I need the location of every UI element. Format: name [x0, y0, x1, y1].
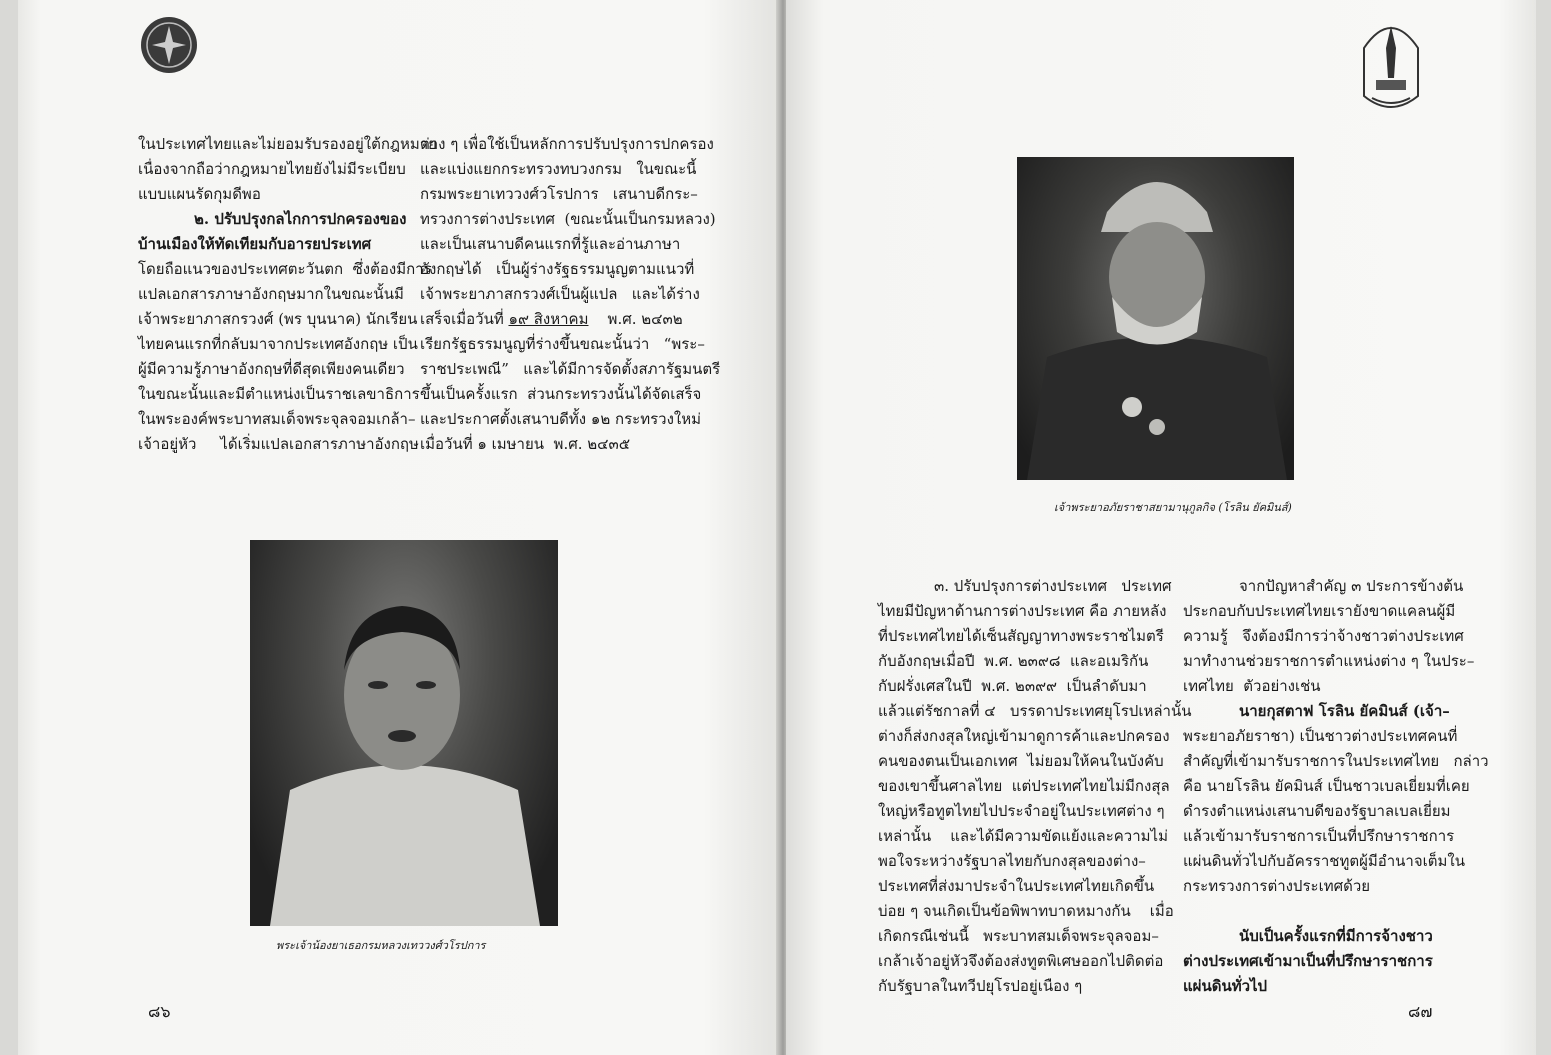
text-line — [138, 257, 437, 282]
text-line — [878, 824, 1191, 849]
text-line-content: แบบแผนรัดกุมดีพอ — [138, 185, 261, 203]
text-line-content: กับอังกฤษเมื่อปี พ.ศ. ๒๓๙๘ และอเมริกัน — [878, 652, 1149, 670]
portrait-photo-rolin-jaequemyns — [1017, 157, 1294, 480]
text-line-content: และเป็นเสนาบดีคนแรกที่รู้และอ่านภาษา — [420, 235, 681, 253]
text-line — [138, 382, 437, 407]
text-line — [420, 407, 720, 432]
text-line — [1183, 649, 1489, 674]
text-line-content: ความรู้ จึงต้องมีการว่าจ้างชาวต่างประเทศ — [1183, 627, 1464, 645]
text-line — [420, 332, 720, 357]
text-line — [138, 432, 437, 457]
text-line-content: ไทยคนแรกที่กลับมาจากประเทศอังกฤษ เป็น — [138, 335, 418, 353]
text-line — [878, 799, 1191, 824]
text-line — [878, 924, 1191, 949]
text-line-content: กับฝรั่งเศสในปี พ.ศ. ๒๓๙๙ เป็นลำดับมา — [878, 677, 1147, 695]
text-line-content: ขึ้นเป็นครั้งแรก ส่วนกระทรวงนั้นได้จัดเสร็จ — [420, 385, 702, 403]
text-line — [878, 949, 1191, 974]
text-line-content: เหล่านั้น และได้มีความขัดแย้งและความไม่ — [878, 827, 1168, 845]
text-line-content: กระทรวงการต่างประเทศด้วย — [1183, 877, 1371, 895]
text-line — [138, 407, 437, 432]
text-line-content: แผ่นดินทั่วไปกับอัครราชทูตผู้มีอำนาจเต็มใน — [1183, 852, 1465, 870]
text-line-content: โดยถือแนวของประเทศตะวันตก ซึ่งต้องมีการ — [138, 260, 432, 278]
photo-caption: พระเจ้าน้องยาเธอกรมหลวงเทววงศ์วโรปการ — [276, 939, 486, 952]
photo-caption: เจ้าพระยาอภัยราชาสยามานุกูลกิจ (โรลิน ยัคมินส์) — [1054, 501, 1292, 514]
text-line — [138, 307, 437, 332]
text-line — [1183, 824, 1489, 849]
text-line-content: กรมพระยาเทววงศ์วโรปการ เสนาบดีกระ– — [420, 185, 698, 203]
text-line-content: ๒. ปรับปรุงกลไกการปกครองของ — [194, 210, 407, 228]
text-line-content: เกล้าเจ้าอยู่หัวจึงต้องส่งทูตพิเศษออกไปติดต่อ — [878, 952, 1164, 970]
text-line-content: เจ้าอยู่หัว ได้เริ่มแปลเอกสารภาษาอังกฤษ — [138, 435, 419, 453]
text-line-content: คือ นายโรลิน ยัคมินส์ เป็นชาวเบลเยี่ยมที่เคย — [1183, 777, 1470, 795]
text-line — [138, 207, 437, 232]
text-line-content: แปลเอกสารภาษาอังกฤษมากในขณะนั้นมี — [138, 285, 404, 303]
text-line — [138, 357, 437, 382]
text-line — [420, 132, 720, 157]
text-line-content: ทรวงการต่างประเทศ (ขณะนั้นเป็นกรมหลวง) — [420, 210, 716, 228]
text-line-content: ดำรงตำแหน่งเสนาบดีของรัฐบาลเบลเยี่ยม — [1183, 802, 1451, 820]
text-line — [878, 724, 1191, 749]
text-line-content: พอใจระหว่างรัฐบาลไทยกับกงสุลของต่าง– — [878, 852, 1146, 870]
text-line-content: แผ่นดินทั่วไป — [1183, 977, 1268, 995]
text-line-content: ผู้มีความรู้ภาษาอังกฤษที่ดีสุดเพียงคนเดียว — [138, 360, 405, 378]
paragraph-gap — [1183, 899, 1489, 924]
left-page — [18, 0, 780, 1055]
text-line — [878, 899, 1191, 924]
text-line-content: ต่างก็ส่งกงสุลใหญ่เข้ามาดูการค้าและปกครอง — [878, 727, 1170, 745]
text-line — [1183, 699, 1489, 724]
text-line — [1183, 874, 1489, 899]
text-line-content: เนื่องจากถือว่ากฎหมายไทยยังไม่มีระเบียบ — [138, 160, 406, 178]
text-line — [1183, 924, 1489, 949]
text-line-content: นายกุสตาฟ โรลิน ยัคมินส์ (เจ้า– — [1239, 702, 1450, 720]
text-line — [1183, 799, 1489, 824]
text-line-content: เมื่อวันที่ ๑ เมษายน พ.ศ. ๒๔๓๕ — [420, 435, 631, 453]
text-line — [878, 974, 1191, 999]
text-line-content: และแบ่งแยกกระทรวงทบวงกรม ในขณะนี้ — [420, 160, 697, 178]
text-line-content: ของเขาขึ้นศาลไทย แต่ประเทศไทยไม่มีกงสุล — [878, 777, 1170, 795]
text-line — [1183, 749, 1489, 774]
text-line — [138, 332, 437, 357]
text-line — [138, 182, 437, 207]
text-line-content: ไทยมีปัญหาด้านการต่างประเทศ คือ ภายหลัง — [878, 602, 1167, 620]
page-number: ๘๖ — [148, 1002, 171, 1021]
text-line-content: บ้านเมืองให้ทัดเทียมกับอารยประเทศ — [138, 235, 372, 253]
text-line-content: ประกอบกับประเทศไทยเรายังขาดแคลนผู้มี — [1183, 602, 1456, 620]
text-line-content: และประกาศตั้งเสนาบดีทั้ง ๑๒ กระทรวงใหม่ — [420, 410, 702, 428]
text-line-content: มาทำงานช่วยราชการตำแหน่งต่าง ๆ ในประ– — [1183, 652, 1475, 670]
text-line — [138, 282, 437, 307]
text-line — [420, 232, 720, 257]
text-line-content: ประเทศที่ส่งมาประจำในประเทศไทยเกิดขึ้น — [878, 877, 1155, 895]
ministry-emblem-icon — [1360, 18, 1422, 114]
text-line — [420, 157, 720, 182]
text-line-content: ในขณะนั้นและมีตำแหน่งเป็นราชเลขาธิการ — [138, 385, 420, 403]
text-line — [1183, 674, 1489, 699]
underlined-date: ๑๙ สิงหาคม — [508, 310, 589, 328]
text-line-content: เจ้าพระยาภาสกรวงศ์เป็นผู้แปล และได้ร่าง — [420, 285, 700, 303]
text-line — [138, 132, 437, 157]
text-line — [138, 157, 437, 182]
text-line-content: นับเป็นครั้งแรกที่มีการจ้างชาว — [1239, 927, 1433, 945]
text-line — [878, 849, 1191, 874]
text-line-content: สำคัญที่เข้ามารับราชการในประเทศไทย กล่าว — [1183, 752, 1489, 770]
text-line — [420, 282, 720, 307]
text-line-content: พระยาอภัยราชา) เป็นชาวต่างประเทศคนที่ — [1183, 727, 1458, 745]
text-line — [878, 874, 1191, 899]
text-line — [878, 574, 1191, 599]
text-line-content: ราชประเพณี” และได้มีการจัดตั้งสภารัฐมนตรี — [420, 360, 721, 378]
text-line — [1183, 949, 1489, 974]
text-line-content: ในประเทศไทยและไม่ยอมรับรองอยู่ใต้กฎหมาย — [138, 135, 437, 153]
text-line — [420, 182, 720, 207]
text-line — [1183, 724, 1489, 749]
portrait-photo-prince-devawongse — [250, 540, 558, 926]
text-line — [878, 624, 1191, 649]
seal-logo-icon — [140, 14, 198, 76]
text-line-content: ในพระองค์พระบาทสมเด็จพระจุลจอมเกล้า– — [138, 410, 416, 428]
text-line-content: ที่ประเทศไทยได้เซ็นสัญญาทางพระราชไมตรี — [878, 627, 1164, 645]
text-line-content: พ.ศ. ๒๔๓๒ — [588, 310, 683, 328]
text-line — [420, 382, 720, 407]
text-line-content: แล้วเข้ามารับราชการเป็นที่ปรึกษาราชการ — [1183, 827, 1455, 845]
text-column-2 — [420, 132, 720, 457]
text-line-content: ต่างประเทศเข้ามาเป็นที่ปรึกษาราชการ — [1183, 952, 1433, 970]
text-line-content: กับรัฐบาลในทวีปยุโรปอยู่เนือง ๆ — [878, 977, 1083, 995]
text-line-content: เสร็จเมื่อวันที่ — [420, 310, 509, 328]
text-column-1 — [138, 132, 437, 457]
text-line — [1183, 574, 1489, 599]
text-line-content: เกิดกรณีเช่นนี้ พระบาทสมเด็จพระจุลจอม– — [878, 927, 1159, 945]
text-line — [420, 357, 720, 382]
text-line — [420, 307, 720, 332]
text-line-content: ๓. ปรับปรุงการต่างประเทศ ประเทศ — [934, 577, 1172, 595]
text-line-content: เรียกรัฐธรรมนูญที่ร่างขึ้นขณะนั้นว่า “พระ– — [420, 335, 705, 353]
page-number: ๘๗ — [1408, 1002, 1433, 1021]
text-line-content: อังกฤษได้ เป็นผู้ร่างรัฐธรรมนูญตามแนวที่ — [420, 260, 695, 278]
text-line-content: ใหญ่หรือทูตไทยไปประจำอยู่ในประเทศต่าง ๆ — [878, 802, 1165, 820]
text-line-content: เทศไทย ตัวอย่างเช่น — [1183, 677, 1321, 695]
text-line — [420, 432, 720, 457]
text-column-1 — [878, 574, 1191, 999]
text-line — [878, 649, 1191, 674]
text-line — [878, 699, 1191, 724]
text-line — [1183, 624, 1489, 649]
text-line — [878, 599, 1191, 624]
text-line-content: จากปัญหาสำคัญ ๓ ประการข้างต้น — [1239, 577, 1464, 595]
text-line — [420, 257, 720, 282]
text-line-content: เจ้าพระยาภาสกรวงศ์ (พร บุนนาค) นักเรียน — [138, 310, 418, 328]
text-line — [878, 674, 1191, 699]
text-line — [1183, 774, 1489, 799]
text-line — [1183, 599, 1489, 624]
text-line-content: บ่อย ๆ จนเกิดเป็นข้อพิพาทบาดหมางกัน เมื่อ — [878, 902, 1174, 920]
text-line — [1183, 974, 1489, 999]
text-line — [420, 207, 720, 232]
text-line-content: คนของตนเป็นเอกเทศ ไม่ยอมให้คนในบังคับ — [878, 752, 1164, 770]
text-line-content: ต่าง ๆ เพื่อใช้เป็นหลักการปรับปรุงการปกครอง — [420, 135, 714, 153]
text-line — [878, 774, 1191, 799]
right-page — [786, 0, 1536, 1055]
text-line — [138, 232, 437, 257]
text-line-content: แล้วแต่รัชกาลที่ ๔ บรรดาประเทศยุโรปเหล่านั้น — [878, 702, 1192, 720]
text-line — [1183, 849, 1489, 874]
text-line — [878, 749, 1191, 774]
text-column-2 — [1183, 574, 1489, 999]
